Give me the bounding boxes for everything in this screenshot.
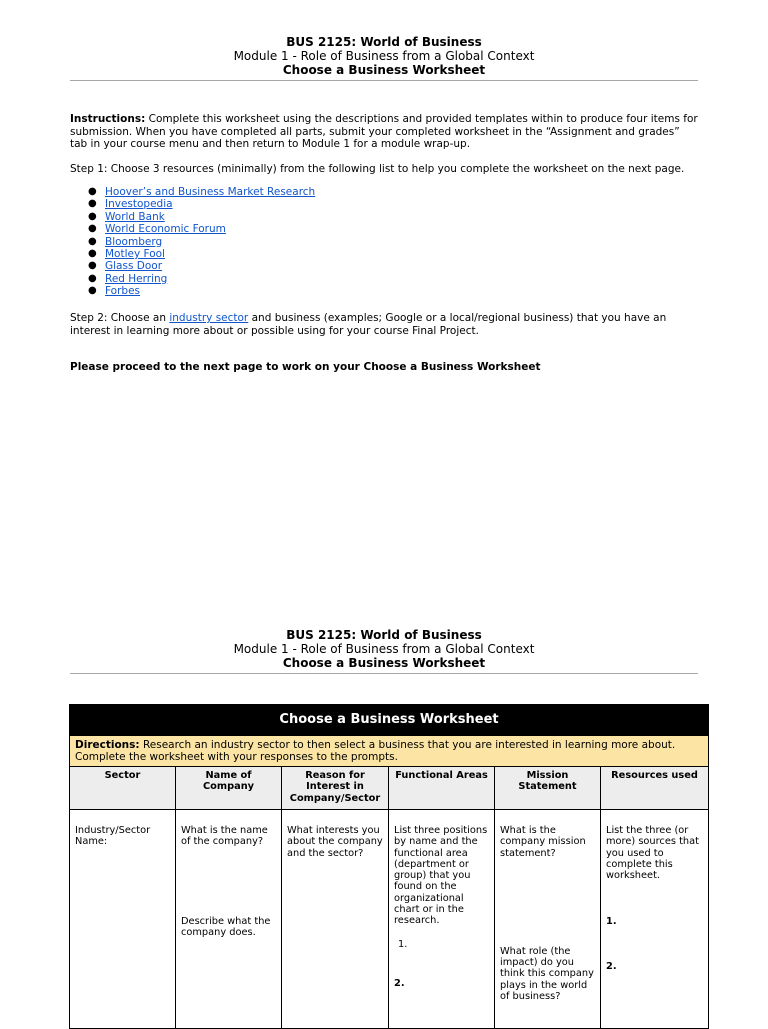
resource-link-motley-fool[interactable]: Motley Fool: [105, 248, 165, 261]
header-divider: [70, 670, 698, 674]
reason-prompt: What interests you about the company and the sector?: [287, 825, 383, 859]
column-header-resources: Resources used: [601, 767, 709, 810]
reason-cell[interactable]: [282, 810, 389, 1029]
course-title: BUS 2125: World of Business: [286, 628, 482, 642]
resources-item-1: 1.: [606, 916, 617, 928]
step1-text: Step 1: Choose 3 resources (minimally) from the following list to help you complete the worksheet on the next page.: [70, 163, 685, 175]
bullet-icon: ●: [88, 198, 97, 210]
column-header-reason: Reason for Interest in Company/Sector: [282, 767, 389, 810]
column-header-sector: Sector: [70, 767, 176, 810]
column-header-mission: Mission Statement: [495, 767, 601, 810]
step2-paragraph: [70, 312, 700, 337]
bullet-icon: ●: [88, 285, 97, 297]
resource-link-world-economic-forum[interactable]: World Economic Forum: [105, 223, 226, 236]
list-item[interactable]: [88, 211, 315, 223]
module-title: Module 1 - Role of Business from a Global Context: [233, 642, 535, 656]
column-header-company: Name of Company: [176, 767, 282, 810]
resources-item-2: 2.: [606, 960, 617, 972]
resources-cell[interactable]: [601, 810, 709, 1029]
directions-text: Research an industry sector to then select a business that you are interested in learning more about. Complete the worksheet with your responses to the prompts.: [75, 739, 676, 763]
functional-areas-prompt: List three positions by name and the functional area (department or group) that you found on the organizational chart or in the research.: [394, 825, 488, 927]
mission-statement-prompt: What is the company mission statement?: [500, 825, 586, 859]
module-title: Module 1 - Role of Business from a Global Context: [233, 49, 535, 63]
list-item[interactable]: [88, 248, 315, 260]
bullet-icon: ●: [88, 223, 97, 235]
resource-link-forbes[interactable]: Forbes: [105, 285, 141, 298]
company-description-prompt: Describe what the company does.: [181, 915, 271, 938]
resource-link-red-herring[interactable]: Red Herring: [105, 272, 168, 285]
industry-sector-link[interactable]: industry sector: [169, 312, 249, 324]
worksheet-title: Choose a Business Worksheet: [282, 63, 486, 77]
bullet-icon: ●: [88, 235, 97, 247]
worksheet-table: [69, 704, 709, 1029]
sector-cell[interactable]: [70, 810, 176, 1029]
resource-link-hoovers[interactable]: Hoover’s and Business Market Research: [105, 186, 316, 198]
resource-link-investopedia[interactable]: Investopedia: [105, 198, 173, 211]
header-divider: [70, 77, 698, 81]
instructions-text: Complete this worksheet using the descriptions and provided templates within to produce four items for submission. When you have completed all parts, submit your completed worksheet in the “Assignment and grades” tab in your course menu and then return to Module 1 for a module wrap-up.: [70, 113, 698, 150]
list-item[interactable]: [88, 285, 315, 297]
resources-prompt: List the three (or more) sources that you used to complete this worksheet.: [606, 825, 699, 882]
proceed-note: Please proceed to the next page to work on your Choose a Business Worksheet: [70, 361, 541, 373]
mission-cell[interactable]: [495, 810, 601, 1029]
bullet-icon: ●: [88, 186, 97, 197]
instructions-paragraph: [70, 113, 700, 151]
resource-link-bloomberg[interactable]: Bloomberg: [105, 235, 163, 248]
company-cell[interactable]: [176, 810, 282, 1029]
resource-link-world-bank[interactable]: World Bank: [105, 210, 165, 223]
bullet-icon: ●: [88, 210, 97, 222]
functional-item-2: 2.: [394, 977, 405, 989]
bullet-icon: ●: [88, 272, 97, 284]
company-name-prompt: What is the name of the company?: [181, 825, 268, 848]
table-title: Choose a Business Worksheet: [70, 705, 709, 736]
resource-link-glass-door[interactable]: Glass Door: [105, 260, 163, 273]
functional-areas-cell[interactable]: [389, 810, 495, 1029]
page1-header: [70, 35, 698, 81]
instructions-label: Instructions:: [70, 113, 146, 125]
column-header-functional-areas: Functional Areas: [389, 767, 495, 810]
directions-label: Directions:: [75, 739, 140, 751]
bullet-icon: ●: [88, 248, 97, 260]
list-item[interactable]: [88, 198, 315, 210]
sector-prompt: Industry/Sector Name:: [75, 825, 151, 848]
list-item[interactable]: [88, 223, 315, 235]
resource-list: [88, 186, 315, 298]
course-title: BUS 2125: World of Business: [286, 35, 482, 49]
worksheet-title: Choose a Business Worksheet: [282, 656, 486, 670]
list-item[interactable]: [88, 260, 315, 272]
list-item[interactable]: [88, 236, 315, 248]
directions-cell: [70, 736, 709, 767]
table-row: [70, 810, 709, 1029]
list-item[interactable]: [88, 273, 315, 285]
step2-text-before: Step 2: Choose an: [70, 312, 170, 324]
mission-role-prompt: What role (the impact) do you think this company plays in the world of business?: [500, 945, 594, 1003]
list-item[interactable]: [88, 186, 315, 198]
functional-item-1: 1.: [398, 938, 408, 950]
bullet-icon: ●: [88, 260, 97, 272]
page2-header: [70, 628, 698, 674]
step2-text-after: and business (examples; Google or a local/regional business) that you have an interest in learning more about or possible using for your course Final Project.: [70, 312, 667, 337]
